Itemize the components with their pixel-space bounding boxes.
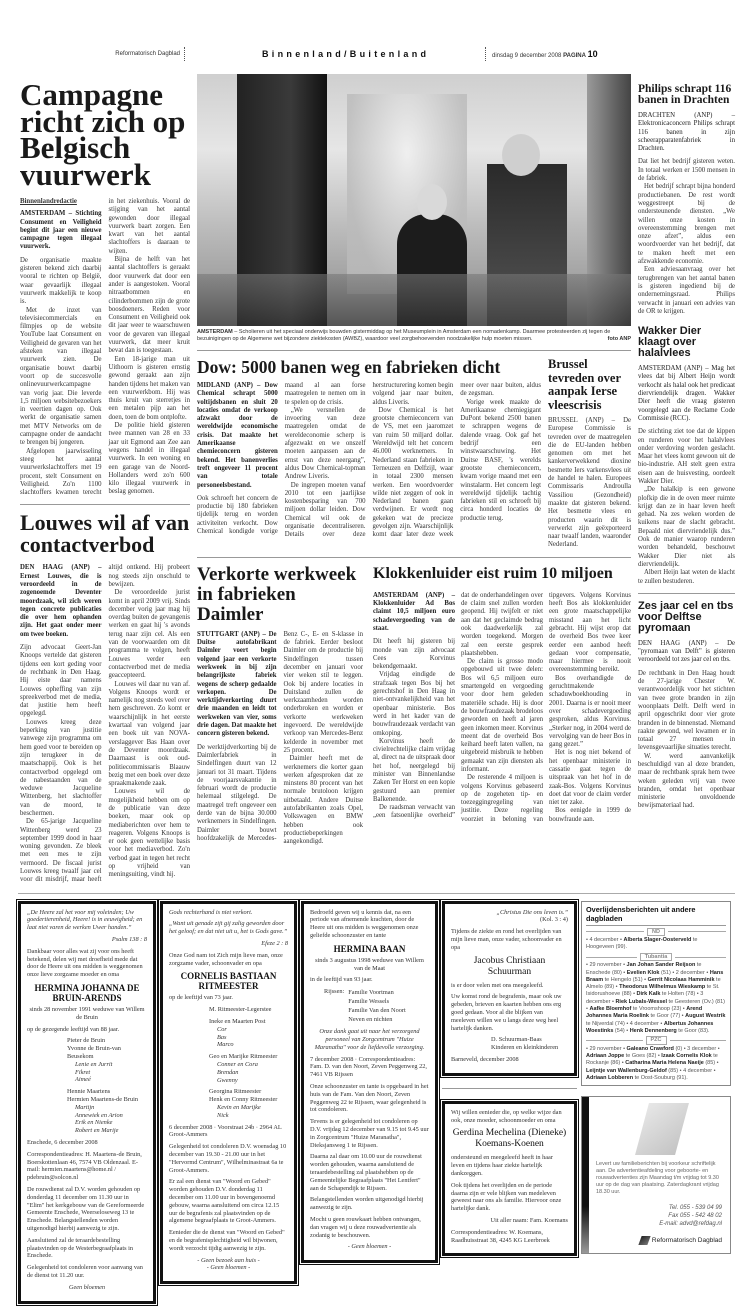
date: dinsdag 9 december 2008	[492, 53, 562, 59]
header-divider	[485, 47, 486, 61]
obituary-place: (0)	[673, 1045, 683, 1052]
paragraph: Eenieder die de dienst van "Woord en Gebed" en de begrafenisplechtigheid wil bijwonen, wordt verzocht tijdig aanwezig te zijn.	[169, 1229, 285, 1252]
article-pyromaan	[638, 640, 735, 811]
article-lead: AMSTERDAM (ANP) – Klokkenluider Ad Bos claimt 10,5 miljoen euro schadevergoeding van de staat.	[373, 591, 455, 632]
grandchild: Fikret	[75, 1068, 91, 1076]
paragraph: De organisatie maakte gisteren bekend zich daarbij vooral te richten op België, waar gevaarlijk illegaal vuurwerk makkelijk te koop is.	[20, 256, 102, 306]
family-group	[209, 1053, 288, 1084]
obituary-name: Alberta Slager-Oosterveld	[623, 937, 692, 944]
paragraph: Vrijdag eindigde de strafzaak tegen Bos bij het gerechtshof in Den Haag in niet-ontvankelijkheid van het openbaar ministerie. Bos werd in het kader van de bouwfraudezaak verdacht van omkoping.	[373, 671, 455, 737]
obituary-date: • 2 december	[670, 969, 705, 976]
page-label: PAGINA	[563, 53, 586, 59]
age: in de leeftijd van 93 jaar.	[310, 976, 373, 984]
obituary-place: te Geesteren (Ov.) (81)	[667, 998, 725, 1005]
logo-icon	[638, 1236, 650, 1245]
obituary-place: te Goor (77)	[648, 1013, 681, 1020]
headline-daimler: Verkorte werkweek in fabrieken Daimler	[197, 563, 357, 625]
article-philips	[638, 112, 735, 316]
obituary-place: te St. Isidorushoeve (88)	[586, 984, 720, 998]
email: E-mail: advd@refdag.nl	[659, 1221, 722, 1228]
intro: Onze God nam tot Zich mijn lieve man, onze zorgzame vader, schoonvader en opa	[169, 951, 283, 967]
paragraph: Het is nog niet bekend of het openbaar ministerie in cassatie gaat tegen de uitspraak van het hof in de zaak-Bos. Volgens Korvinus doet dat voor de claim verder niet ter zake.	[549, 749, 631, 807]
article-wakker-dier	[638, 365, 735, 586]
death-notice-baan	[301, 901, 438, 1264]
verse: „Christus Die ons leven is.”	[496, 908, 568, 916]
obituary-place: te Nijverdal (74)	[586, 1020, 625, 1027]
paragraph: Gelegenheid tot condoleren voor aanvang van de dienst tot 11.20 uur.	[27, 1264, 143, 1279]
headline-brussel: Brussel tevreden over aanpak Ierse vleescrisis	[548, 357, 621, 412]
headline-pyromaan: Zes jaar cel en tbs voor Delftse pyromaan	[638, 599, 734, 634]
notice-body	[27, 1139, 147, 1280]
grandchild: Martijn	[75, 1103, 95, 1111]
headline-campagne: Campagne richt zich op Belgisch vuurwerk	[20, 77, 186, 192]
article-lead: AMSTERDAM (ANP) – Mag het vlees dat bij Albert Heijn wordt verkocht als halal ook het predicaat diervriendelijk dragen. Wakker Dier heeft die vraag gisteren voorgelegd aan de Reclame Code Commissie (RCC).	[638, 365, 735, 422]
notice-body	[310, 1056, 429, 1240]
deceased-name: HERMINA BAAN	[333, 943, 406, 954]
age: op de gezegende leeftijd van 88 jaar.	[27, 1025, 120, 1033]
dow-block	[197, 358, 541, 540]
family-member: Geo en Marijke Ritmeester	[209, 1053, 278, 1061]
thanks: Onze dank gaat uit naar het verzorgend personeel van Zorgcentrum "Huize Maranatha" voor de liefdevolle verzorging.	[314, 1028, 425, 1051]
signature: Uit aller naam: Fam. Koemans	[490, 1217, 568, 1224]
paragraph: De raadsman verwacht van „een fatsoenlijke overheid” dat de onderhandelingen over de claim snel zullen worden geopend. Hij twijfelt er niet aan dat het geclaimde bedrag ook daadwerkelijk zal worden toegekend. Morgen zal een eerste gesprek plaatshebben.	[373, 591, 543, 820]
obituary-place: te Goes (82)	[624, 1053, 657, 1060]
paragraph: Een 18-jarige man uit Uithoorn is gisteren ernstig gewond geraakt aan zijn handen tijdens het maken van een vuurwerkbom. Hij was thuis kruit van sterretjes in een metalen pijp aan het doen, toen de bom ontplofte.	[108, 355, 190, 421]
notice-body: Ook tijdens het overlijden en de periode daarna zijn er vele blijken van medeleven geweest naar ons als familie. Hiervoor onze hartelijke dank.	[451, 1181, 562, 1213]
notice-body: ondersteund en meegeleefd heeft in haar leven en tijdens haar ziekte hartelijk dankzeggen.	[451, 1154, 553, 1178]
deceased-name: Jacobus Christiaan Schuurman	[473, 955, 546, 977]
deceased-name: HERMINA JOHANNA DE BRUIN-ARENDS	[34, 983, 140, 1004]
family-member: Familie Voortman	[348, 989, 394, 997]
caption-place: AMSTERDAM	[197, 329, 233, 335]
article-brussel	[548, 417, 631, 550]
obituary-date: • 29 november	[586, 1045, 622, 1052]
thanks-notice-schuurman	[442, 901, 577, 1076]
page-number: 10	[587, 49, 598, 59]
family-member: Hermien Maartens-de Bruin	[67, 1096, 138, 1104]
paragraph: Gelegenheid tot condoleren D.V. woensdag 10 december van 19.30 - 21.00 uur in het "Hervormd Centrum", Wilhelminastraat 6a te Groot-Ammers.	[169, 1143, 287, 1174]
middle-column	[197, 74, 631, 846]
paragraph: Dat liet het bedrijf gisteren weten. In totaal werken er 1500 mensen in de fabriek.	[638, 158, 735, 183]
paragraph: Enschede, 6 december 2008	[27, 1139, 98, 1146]
paragraph: Belangstellenden worden uitgenodigd hierbij aanwezig te zijn.	[310, 1196, 424, 1212]
paragraph: Een adviesaanvraag over het terugbrengen van het aantal banen is gisteren ingediend bij de ondernemingsraad. Philips verwacht in januari een advies van de OR te krijgen.	[638, 266, 735, 315]
family-group	[209, 1018, 288, 1049]
paragraph: Vorige week maakte de Amerikaanse chemiegigant DuPont bekend 2500 banen te schrappen wegens de dalende vraag. Ook gaf het bedrijf een winstwaarschuwing. Het Duitse BASF, 's werelds grootste chemieconcern, kwam vorige maand met een winstalarm. Het concern legt wereldwijd tijdelijk tachtig fabrieken stil en schroeft bij circa honderd locaties de productie terug.	[460, 398, 541, 522]
paragraph: Correspondentieadres: H. Maartens-de Bruin, Boerskottenlaan 46, 7574 VB Oldenzaal. E-mail: hermien.maartens@home.nl / pdebruin@solcon.nl	[27, 1150, 142, 1182]
notices-row	[0, 901, 738, 1316]
death-notice-de-bruin	[18, 901, 156, 1304]
grandchild: Robert en Marije	[75, 1127, 119, 1135]
paragraph: Louwes wil daar nu van af. Volgens Knoops wordt er namelijk nog steeds veel over hem geschreven. Zo komt er waarschijnlijk in het eerste kwartaal van volgend jaar een boek uit van NOVA-verslaggever Bas Haan over de Deventer moordzaak. Daarnaast is ook oud-politiecommissaris Blaauw bezig met een boek over deze spraakmakende zaak.	[108, 680, 190, 788]
paragraph: Ook schroeft het concern de productie bij 180 fabrieken tijdelijk terug en worden activiteiten verkocht. Dow Chemical kondigde vorige maand al aan forse maatregelen te nemen om in te spelen op de crisis.	[197, 382, 366, 536]
obituary-date: • 3 december	[682, 1045, 717, 1052]
family-list	[169, 1006, 288, 1119]
obituary-place: (85)	[703, 1060, 716, 1067]
family-group	[67, 1037, 147, 1084]
family-member: Henk en Conny Ritmeester	[209, 1096, 278, 1104]
grandchild: Marco	[217, 1041, 234, 1049]
brussel-block	[548, 358, 631, 550]
divider	[442, 1088, 577, 1089]
obituary-place: te Oost-Souburg (91).	[633, 1074, 688, 1081]
obituary-name: Gerrit Nicolaas Hamminik	[647, 976, 715, 983]
paragraph: De stichting ziet toe dat de kippen en runderen voor het halalvlees onder verdoving worden geslacht. Maar het vlees komt gewoon uit de bio-industrie. AH stelt geen extra eisen aan de huisvesting, oordeelt Wakker Dier.	[638, 428, 735, 485]
paragraph: De veroordeelde jurist komt in april 2009 vrij. Sinds december vorig jaar mag hij overdag buiten de gevangenis werken en gaat hij 's avonds terug naar zijn cel. Als een van de voorwaarden om dit programma te volgen, heeft Louwes verder een contactverbod met de media geaccepteerd.	[108, 589, 190, 680]
obituary-date: • 4 december	[624, 1020, 659, 1027]
deceased-name: CORNELIS BASTIAAN RITMEESTER	[180, 971, 277, 992]
widow-line: sinds 28 november 1991 weduwe van Willem de Bruin	[29, 1006, 145, 1021]
paragraph: 6 december 2008 · Voorstraat 24b · 2964 AL Groot-Ammers	[169, 1123, 282, 1139]
paragraph: Het bedrijf schrapt bijna honderd productiebanen. De rest wordt weggestreept bij de ondersteunende diensten. „We willen onze kosten in overeenstemming brengen met onze afzet”, aldus een woordvoerder van het bedrijf, dat te maken heeft met een afzwakkende economie.	[638, 183, 735, 266]
verse-ref: Efeze 2 : 8	[261, 940, 288, 948]
obituary-place: te Enschede (80)	[586, 962, 702, 976]
obituary-name: Arend Johannes Maria Roelink	[586, 1006, 703, 1020]
paragraph: De politie hield gisteren twee mannen van 28 en 33 jaar uit Egmond aan Zee aan wegens handel in illegaal vuurwerk. In een woning en een garage van de Noord-Hollanders werd zo'n 600 kilo illegaal vuurwerk in beslag genomen.	[108, 422, 190, 496]
paragraph: De ingrepen moeten vanaf 2010 tot een jaarlijkse kostenbesparing van 700 miljoen dollar leiden. Dow Chemical wil ook de organisatie decentraliseren. Details over deze herstructurering komen begin volgend jaar naar buiten, aldus Liveris.	[284, 382, 454, 539]
thanks-notice-koemans	[442, 1101, 577, 1257]
paragraph: Bijna de helft van het aantal slachtoffers is geraakt door vuurwerk dat door een ander is aangestoken. Vooral nitraatbommen en cilinderbommen zijn de grote boosdoeners. Reden voor Consument en Veiligheid ook dit jaar weer te waarschuwen voor de gevaren van illegaal vuurwerk, dat meer kruit bevat dan is toegestaan.	[108, 256, 190, 355]
family-member: Ineke en Maarten Post	[209, 1018, 266, 1026]
grandchild: Cor	[217, 1025, 227, 1033]
footer: - Geen bezoek aan huis -	[197, 1256, 260, 1264]
obituary-name: Evelien Klok	[626, 969, 660, 976]
signature: Kinderen en kleinkinderen	[491, 1044, 559, 1052]
paragraph: Er zal een dienst van "Woord en Gebed" worden gehouden D.V. donderdag 11 december om 11.00 uur in bovengenoemd gebouw, waarna aansluitend om circa 12.15 uur de begrafenis zal plaatsvinden op de algemene begraafplaats te Groot-Ammers.	[169, 1178, 280, 1225]
grandchild: Nick	[217, 1111, 229, 1119]
obituary-date: • 29 november	[586, 962, 622, 969]
obituary-name: Hans Braam	[586, 969, 724, 983]
obituary-index-title: Overlijdensberichten uit andere dagbladen	[586, 905, 726, 926]
family-member: Hennie Maartens	[67, 1088, 111, 1096]
obituary-name: Dirk Kalk	[636, 991, 661, 998]
paragraph: Tevens is er gelegenheid tot condoleren op D.V. vrijdag 12 december van 9.15 tot 9.45 uur in Zorgcentrum "Huize Maranatha", Dieksjansweg 1 te Rijssen.	[310, 1118, 429, 1149]
obituary-date: • 3 december	[586, 991, 704, 1005]
place-date: Barneveld, december 2008	[451, 1056, 519, 1064]
obituary-place: te Vroomshoop (23)	[631, 1006, 682, 1013]
article-body	[638, 670, 735, 811]
paragraph: De rechtbank in Den Haag houdt de 27-jarige Chester W. verantwoordelijk voor het stichten van twee grote branden in zijn woonplaats Delft. Delft werd in april opgeschrikt door vier grote branden in de binnenstad. Niemand raakte gewond, wel kwamen er in totaal 27 mensen in levensgevaarlijke situaties terecht.	[638, 669, 735, 752]
grandchild: Conner en Cora	[217, 1061, 258, 1069]
header-divider	[184, 47, 185, 61]
divider	[197, 350, 631, 351]
obituary-place: te Holten (78)	[660, 991, 696, 998]
obituary-name: Aafke Bloemhof	[589, 1006, 632, 1013]
paragraph: „We versnellen de invoering van deze maatregelen omdat de wereldeconomie scherp is afgezwakt en we onszelf moeten aanpassen aan de ernst van deze neergang”, aldus Dow Chemical-topman Andrew Liveris.	[284, 406, 366, 481]
family-member: Neven en nichten	[348, 1016, 393, 1024]
page-info	[492, 49, 598, 59]
age: op de leeftijd van 73 jaar.	[169, 994, 233, 1002]
notice-body	[169, 1124, 288, 1253]
signature: D. Schuurman-Baas	[491, 1036, 542, 1044]
obituary-place: te Goor (83).	[676, 1027, 710, 1034]
phone: Tel. 055 - 539 04 99	[668, 1205, 722, 1212]
grandchild: Lenie en Jurrit	[75, 1060, 113, 1068]
intro: Wij willen eenieder die, op welke wijze dan ook, onze moeder, schoonmoeder en oma	[451, 1108, 562, 1124]
divider	[638, 593, 735, 594]
family-member: Pieter de Bruin	[67, 1037, 106, 1045]
daimler-block	[197, 565, 363, 847]
obituary-name: Leijntje van Wallenburg-Geldof	[586, 1067, 667, 1074]
grandchild: Brendan	[217, 1068, 239, 1076]
paragraph: „De halalkip is een gewone plofkip die in de oven meer ruimte krijgt dan ze in haar leven heeft gehad. Na zes weken worden de kuikens naar de slacht gebracht. Bepaald niet diervriendelijk dus.” Ook de manier waarop runderen worden behandeld, beschouwt Wakker Dier niet als diervriendelijk.	[638, 486, 735, 568]
obituary-name: Riek Lubals-Wessel	[615, 998, 668, 1005]
obituary-date: • 4 december	[678, 1067, 713, 1074]
footer: - Geen bloemen -	[347, 1243, 392, 1251]
obituary-name: Adriaan Lobberen	[586, 1074, 634, 1081]
article-dow	[197, 382, 541, 540]
source-label	[586, 928, 726, 937]
deceased-name: Gerdina Mechelina (Dieneke) Koemans-Koenen	[452, 1128, 567, 1150]
family-block	[324, 988, 429, 1024]
verse: „De Heere zal het voor mij voleinden; Uw goedertierenheid, Heere! is in eeuwigheid; en laat niet varen de werken Uwer handen.”	[27, 908, 143, 932]
article-lead: AMSTERDAM – Stichting Consument en Veiligheid begint dit jaar een nieuwe campagne tegen illegaal vuurwerk.	[20, 210, 102, 251]
decorative-bar	[582, 1097, 589, 1253]
obituary-place: te Almelo (89)	[586, 976, 721, 991]
footer: - Geen bloemen -	[206, 1264, 251, 1272]
obituary-name: August Westrik	[685, 1013, 726, 1020]
paragraph: Dit heeft hij gisteren bij monde van zijn advocaat Cees Korvinus bekendgemaakt.	[373, 638, 455, 671]
paragraph: De claim is grosso modo opgebouwd uit twee delen: Bos wil 6,5 miljoen euro smartengeld en vergoeding voor door hem geleden materiële schade. Hij is door de bouwfraudezaak brodeloos geworden en heeft al jaren geen inkomen meer. Korvinus meent dat de overheid Bos keihard heeft laten vallen, na uitgebreid misbruik te hebben gemaakt van zijn diensten als informant.	[461, 658, 543, 773]
thanks-notices-stack	[442, 901, 577, 1257]
article-louwes	[20, 564, 190, 884]
right-column	[638, 74, 735, 811]
page-header	[0, 0, 738, 74]
grandchild: Erik en Nienke	[75, 1119, 113, 1127]
article-campagne	[20, 198, 190, 497]
family-group	[67, 1088, 147, 1135]
contact-block	[596, 1204, 722, 1228]
obituary-name: Adriaan Joppe	[586, 1053, 625, 1060]
paragraph: 7 december 2008 · Correspondentieadres: Fam. D. van den Noort, Zeven Peggenweg 22, 7461 VB Rijssen	[310, 1055, 427, 1079]
family-group	[209, 1006, 288, 1014]
obituary-place: (51)	[659, 969, 671, 976]
motto: Gods rechterhand is niet verkort.	[169, 908, 253, 916]
decorative-shape	[635, 1103, 689, 1155]
obituary-place: (85)	[666, 1067, 679, 1074]
paragraph: Met de inzet van televisiecommercials en filmpjes op de website YouTube laat Consument en Veiligheid de gevaren van het afsteken van illegaal vuurwerk zien. De organisatie bouwt daarbij voort op de succesvolle onlinevuurwerkcampagne van vorig jaar. Die leverde 1,5 miljoen websitebezoekers in veertien dagen op. Ook werkt de organisatie samen met MTV Networks om de campagne onder de aandacht te brengen bij jongeren.	[20, 306, 102, 447]
paragraph: Daimler heeft met de werknemers die korter gaan werken afgesproken dat ze minstens 80 procent van het normale brutoloon krijgen uitbetaald. Andere Duitse autofabrikanten zoals Opel, Volkswagen en BMW hebben ook productiebeperkingen aangekondigd.	[283, 755, 363, 846]
verse-ref: Psalm 138 : 8	[111, 936, 147, 944]
ad-info-text: Levert uw familieberichten bij voorkeur schriftelijk aan. De advertentieafdeling voor geboorte- en rouwadvertenties zijn Maandag t/m vrijdag tot 9.30 uur op de dag van plaatsing. Zaterdagkrant vrijdag 18.30 uur.	[596, 1161, 719, 1196]
family-member: Yvonne de Bruin-van Beusekom	[67, 1045, 121, 1061]
headline-klokkenluider: Klokkenluider eist ruim 10 miljoen	[373, 564, 613, 582]
obituary-name: Albertus Johannes Woestinks	[586, 1020, 714, 1034]
paragraph: Afgelopen jaarwisseling steeg het aantal vuurwerkslachtoffers met 19 procent, stelt Consument en Veiligheid. Zo'n 1100 slachtoffers kwamen terecht in het ziekenhuis. Vooral de stijging van het aantal gewonden door illegaal vuurwerk baart zorgen. Een kwart van het aantal slachtoffers is daaraan te wijten.	[20, 198, 190, 497]
family-member: Familie Wessels	[348, 998, 390, 1006]
source-label	[586, 953, 726, 962]
grandchild: Gwenny	[217, 1076, 238, 1084]
family-place: Rijssen:	[324, 988, 345, 996]
photo-caption	[197, 329, 631, 343]
family-group	[209, 1088, 288, 1119]
logo-text: Reformatorisch Dagblad	[651, 1237, 722, 1245]
obituary-place: te Hoogeveen (99).	[586, 937, 698, 951]
article-lead: MIDLAND (ANP) – Dow Chemical schrapt 5000 voltijdsbanen en sluit 20 locaties omdat de verkoop afzwakt door de wereldwijde economische crisis. Dat maakte het Amerikaanse chemieconcern gisteren bekend. Het banenverlies treft ongeveer 11 procent van totale personeelsbestand.	[197, 382, 278, 489]
grandchild: Annewiek en Arion	[75, 1111, 123, 1119]
obituary-sections	[586, 928, 726, 1083]
fax: Fax 055 - 542 48 02	[668, 1213, 722, 1220]
source-name: Tubantia	[640, 953, 673, 962]
intro: Dankbaar voor alles wat zij voor ons heeft betekend, delen wij met droefheid mede dat door de Heere uit ons midden is weggenomen onze lieve zorgzame moeder en oma	[27, 947, 143, 979]
paragraph: BRUSSEL (ANP) – De Europese Commissie is tevreden over de maatregelen die de EU-landen hebben genomen om met het kankerverwekkend dioxine besmette Iers varkensvlees uit de handel te halen. Europees Commissaris Androulla Vassiliou (Gezondheid) maakte dat gisteren bekend. Het besmette vlees en producten waarin dit is verwerkt zijn geëxporteerd naar twaalf landen, waaronder Nederland.	[548, 417, 631, 549]
obituary-name: Galeano Crawford	[626, 1045, 674, 1052]
after: is er door velen met ons meegeleefd.	[451, 981, 544, 989]
article-body	[638, 428, 735, 586]
advertising-info-box	[581, 1096, 731, 1254]
source-label	[586, 1036, 726, 1045]
obituary-place: te Rockanje (86)	[586, 1053, 718, 1067]
divider	[18, 893, 735, 894]
article-lead: DEN HAAG (ANP) – Ernest Louwes, die is veroordeeld in de zogenoemde Deventer moordzaak, wil zich weren tegen concrete publicaties die over hem ophanden zijn. Het gaat onder meer om twee boeken.	[20, 564, 102, 638]
divider	[20, 504, 190, 505]
paragraph: Aansluitend zal de teraardebestelling plaatsvinden op de Westerbegraafplaats in Enschede.	[27, 1236, 134, 1260]
obituary-list: • 29 november • Jan Johan Sander Reijson te Enschede (80) • Evelien Klok (51) • 2 december • Hans Braam te Hengelo (51) • Gerrit Nicolaas Hamminik te Almelo (89) • Theodorus Wilhelmus Wieskamp te St. Isidorushoeve (88) • Dirk Kalk te Holten (78) • 3 december • Riek Lubals-Wessel te Geesteren (Ov.) (81) • Aafke Bloemhof te Vroomshoop (23) • Arend Johannes Maria Roelink te Goor (77) • August Westrik te Nijverdal (74) • 4 december • Albertus Johannes Woestinks (54) • Henk Dennenberg te Goor (83).	[586, 962, 726, 1034]
paragraph: Louwes kreeg deze beperking van justitie vanwege zijn programma om hem goed voor te bereiden op zijn terugkeer in de maatschappij. Ook is het contactverbod opgelegd om de nabestaanden van de weduwe Jacqueline Wittenberg, het slachtoffer van de moord, te beschermen.	[20, 718, 102, 817]
paragraph: De resterende 4 miljoen is volgens Korvinus gebaseerd op de zogeheten tip- en toezeggingregeling van justitie. Deze regeling voorziet in beloning van tipgevers. Volgens Korvinus heeft Bos als klokkenluider een grote maatschappelijke misstand aan het licht gebracht. Hij wijst erop dat de overheid Bos twee keer eerder een aanbod heeft gedaan voor compensatie, maar hiermee is nooit overeenstemming bereikt.	[461, 591, 631, 823]
paragraph: Onze schoonzuster en tante is opgebaard in het huis van de Fam. Van den Noort, Zeven Peggenweg 22 te Rijssen, waar gelegenheid is tot condoleren.	[310, 1083, 429, 1114]
paragraph: Bos eenigde in 1999 de bouwfraude aan.	[549, 807, 631, 823]
paper-name: Reformatorisch Dagblad	[115, 51, 180, 57]
source-name: ND	[647, 928, 665, 937]
paragraph: De rouwdienst zal D.V. worden gehouden op donderdag 11 december om 11.30 uur in "Elim" het kerkgebouw van de Gereformeerde Gemeente Enschede, Weerseloseweg 13 te Enschede. Belangstellenden worden uitgenodigd hierbij aanwezig te zijn.	[27, 1185, 145, 1232]
paragraph: Zijn advocaat Geert-Jan Knoops vertelde dat gisteren tijdens een kort geding voor de rechtbank in Den Haag. Hij eiste daar namens Louwes opheffing van zijn spreekverbod met de media, dat justitie hem heeft opgelegd.	[20, 644, 102, 718]
obituary-place: (54)	[613, 1027, 625, 1034]
left-column	[20, 74, 190, 885]
widow-line: sinds 3 augustus 1998 weduwe van Willem van de Maat	[315, 956, 424, 972]
paragraph: W. werd aanvankelijk beschuldigd van al deze branden, maar de rechtbank sprak hem twee weken geleden vrij van twee branden, omdat het openbaar ministerie onvoldoende bewijsmateriaal had.	[638, 752, 735, 810]
obituary-name: Izaak Cornelis Klok	[661, 1053, 712, 1060]
article-klokkenluider	[373, 592, 631, 824]
obituary-list: • 4 december • Alberta Slager-Oosterveld te Hoogeveen (99).	[586, 937, 698, 951]
caption-text: – Scholieren uit het speciaal onderwijs bouwden gistermiddag op het Museumplein in Amsterdam een nomadenkamp. Daarmee protesteerden zij tegen de bezuinigingen op de Algemene wet bijzondere ziektekosten (AWBZ), waardoor veel zorgbehoevenden noodzakelijke hulp moeten missen.	[197, 329, 611, 342]
family-member: Familie Van den Noort	[348, 1007, 406, 1015]
article-lead: STUTTGART (ANP) – De Duitse autofabrikant Daimler voert begin volgend jaar een verkorte werkweek in bij zijn belangrijkste fabriek wegens de scherp gedaalde verkopen. De werktijdverkorting duurt drie maanden en leidt tot werkweken van vier, soms drie dagen. Dat maakte het concern gisteren bekend.	[197, 630, 277, 738]
death-notice-ritmeester	[160, 901, 297, 1284]
family-list	[348, 988, 405, 1024]
row-daimler-klokkenluider	[197, 565, 631, 847]
row-dow-brussel	[197, 358, 631, 550]
main-area	[0, 74, 738, 885]
paragraph: Korvinus heeft de civielrechtelijke claim vrijdag al, direct na de uitspraak door het hof, neergelegd bij minister van Binnenlandse Zaken Ter Horst en een kopie gestuurd aan premier Balkenende.	[373, 737, 455, 803]
byline: Binnenlandredactie	[20, 198, 77, 205]
family-list	[27, 1037, 147, 1135]
obituary-name: Catharina Maria Helena Naeije	[625, 1060, 704, 1067]
verse: „Want uit genade zijt gij zalig geworden door het geloof; en dat niet uit u, het is Gods gave.”	[169, 920, 288, 936]
article-daimler	[197, 631, 363, 847]
obituary-place: te Hengelo (51)	[603, 976, 643, 983]
paragraph: Louwes wil de mogelijkheid hebben om op de publicatie van deze boeken, maar ook op mediaberichten over hem te reageren. Volgens Knoops is er ook geen wettelijke basis voor het mediaverbod. Zo'n verbod gaat in tegen het recht op vrijheid van meningsuiting, vindt hij.	[108, 788, 190, 879]
headline-dow: Dow: 5000 banen weg en fabrieken dicht	[197, 357, 501, 377]
family-member: M. Ritmeester-Legerstee	[209, 1006, 272, 1014]
paragraph: Bos overhandigde de geruchtmakende schaduwboekhouding in 2001. Daarna is er nooit meer over schadevergoeding gesproken, aldus Korvinus. „Sterker nog, in 2004 werd de vervolging van de heer Bos in gang gezet.”	[549, 674, 631, 749]
paragraph: Mocht u geen rouwkaart hebben ontvangen, dan vragen wij u deze rouwadvertentie als zodanig te beschouwen.	[310, 1215, 421, 1239]
news-photo	[197, 74, 631, 326]
paragraph: De werktijdverkorting bij de Daimlerfabriek in Sindelfingen duurt van 12 januari tot 31 maart. Tijdens de voorjaarsvakantie in februari wordt de productie helemaal stilgelegd. De maatregel treft ongeveer een derde van de bijna 30.000 werknemers in Sindelfingen. Daimler bouwt hoofdzakelijk de Mercedes-Benz C-, E- en S-klasse in de fabriek. Eerder besloot Daimler om de productie bij Sindelfingen tussen december en januari voor vier weken stil te leggen. Ook bij andere locaties in Duitsland zullen de werkzaamheden worden onderbroken en worden er verkorte werkweken ingevoerd. De wereldwijde verkoop van Mercedes-Benz kelderde in november met 25 procent.	[197, 630, 363, 842]
paragraph: Dow Chemical is het grootste chemieconcern van de VS, met een jaaromzet van ruim 50 miljard dollar. Wereldwijd telt het concern 46.000 werknemers. In Nederland staan fabrieken in Terneuzen en Delfzijl, waar in totaal 2300 mensen werken. Een woordvoerder wilde niet zeggen of ook in Nederland banen gaan verdwijnen. Er wordt nog gekeken wat de precieze gevolgen zijn. Waarschijnlijk komt daar later deze week meer over naar buiten, aldus de zegsman.	[372, 382, 541, 539]
obituary-name: Theodorus Wilhelmus Wieskamp	[619, 984, 706, 991]
grandchild: Kevin en Marijke	[217, 1104, 261, 1112]
paragraph: Daarna zal daar om 10.00 uur de rouwdienst worden gehouden, waarna aansluitend de teraardebestelling zal plaatshebben op de Gemeentelijke Begraafplaats "Het Lentfert" aan de Schapendijk te Rijssen.	[310, 1153, 422, 1192]
grandchild: Aimeé	[75, 1076, 91, 1084]
obituary-index	[581, 901, 731, 1087]
paragraph: De 65-jarige Jacqueline Wittenberg werd 23 september 1999 dood in haar woning gevonden. Ze bleek met een mes te zijn vermoord. De fiscaal jurist Louwes kreeg twaalf jaar cel voor dit misdrijf, maar heeft altijd ontkend. Hij probeert nog steeds zijn onschuld te bewijzen.	[20, 564, 190, 884]
intro: Bedroefd geven wij u kennis dat, na een periode van afnemende krachten, door de Heere uit ons midden is weggenomen onze geliefde schoonzuster en tante	[310, 908, 419, 940]
family-member: Georgina Ritmeester	[209, 1088, 262, 1096]
klokkenluider-block	[373, 565, 631, 824]
address: Correspondentieadres: W. Koemans, Raadhuisstraat 38, 4245 KG Leerbroek	[451, 1228, 550, 1244]
notice-body: Uw komst rond de begrafenis, maar ook uw gebeden, brieven en kaarten hebben ons erg goed gedaan. Voor al die blijken van meeleven willen we u langs deze weg heel hartelijk danken.	[451, 993, 562, 1032]
obituary-name: Jan Johan Sander Reijson	[626, 962, 696, 969]
article-body	[638, 158, 735, 316]
headline-louwes: Louwes wil af van contactverbod	[20, 510, 190, 558]
verse-ref: (Kol. 3 : 4)	[540, 916, 568, 924]
headline-wakker-dier: Wakker Dier klaagt over halalvlees	[638, 325, 702, 360]
newspaper-logo	[596, 1236, 722, 1245]
section-title: Binnenland/Buitenland	[262, 49, 430, 59]
grandchild: Bas	[217, 1033, 227, 1041]
headline-philips: Philips schrapt 116 banen in Drachten	[638, 83, 732, 106]
article-lead: DEN HAAG (ANP) – De "pyromaan van Delft" is gisteren veroordeeld tot zes jaar cel en tbs.	[638, 639, 735, 664]
footer: Geen bloemen	[68, 1283, 106, 1291]
obituary-date: • 4 december	[586, 937, 619, 944]
divider	[197, 557, 631, 558]
photo-credit: foto ANP	[607, 336, 631, 342]
right-bottom-stack	[581, 901, 731, 1255]
obituary-name: Henk Dennenberg	[629, 1027, 677, 1034]
article-lead: DRACHTEN (ANP) – Elektronicaconcern Philips schrapt 116 banen in zijn scheerapparatenfabriek in Drachten.	[638, 112, 735, 153]
intro: Tijdens de ziekte en rond het overlijden van mijn lieve man, onze vader, schoonvader en opa	[451, 928, 562, 951]
paragraph: Albert Heijn laat weten de klacht te zullen bestuderen.	[638, 569, 735, 585]
source-name: PZC	[646, 1036, 667, 1045]
obituary-list: • 29 november • Galeano Crawford (0) • 3 december • Adriaan Joppe te Goes (82) • Izaak Cornelis Klok te Rockanje (86) • Catharina Maria Helena Naeije (85) • Leijntje van Wallenburg-Geldof (85) • 4 december • Adriaan Lobberen te Oost-Souburg (91).	[586, 1045, 720, 1081]
